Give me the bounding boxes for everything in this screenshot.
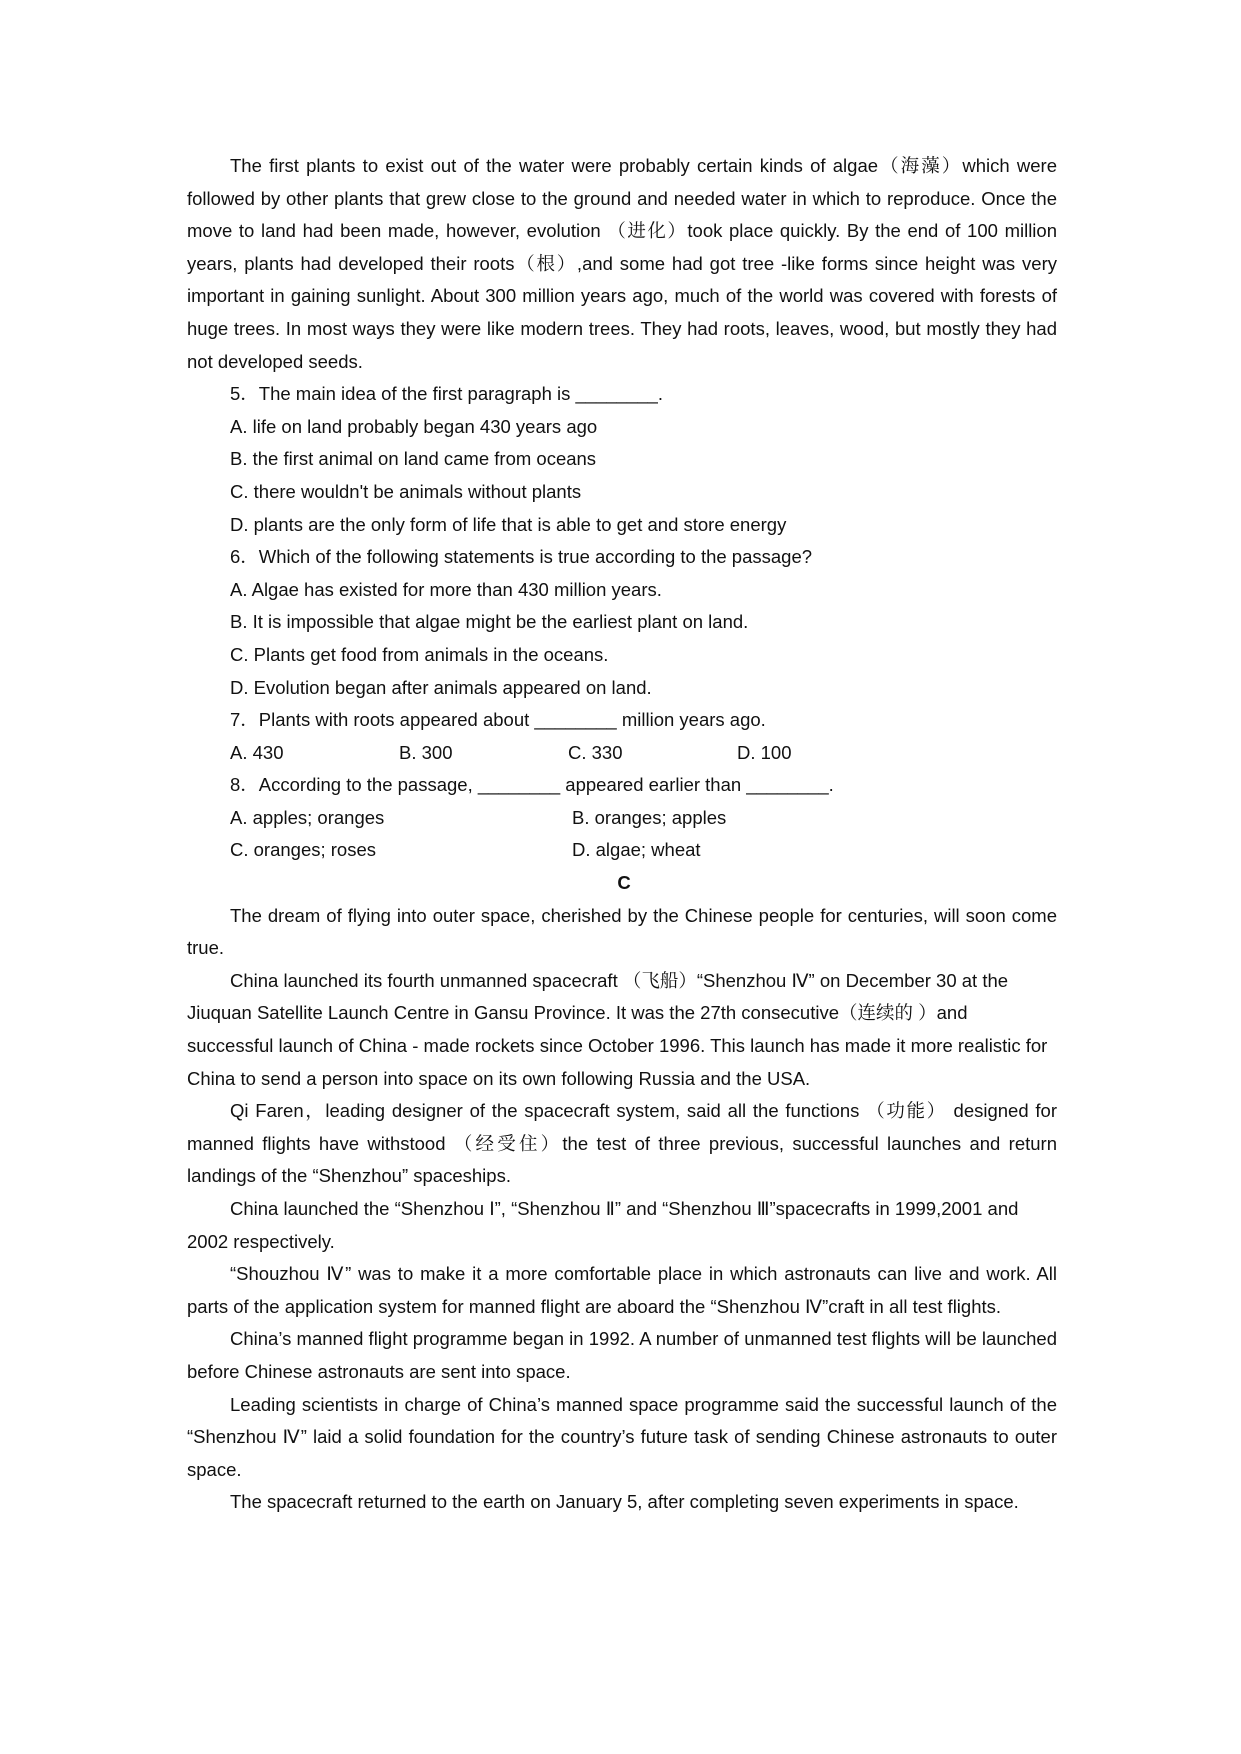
question-6-option-a: A. Algae has existed for more than 430 million years. [230, 578, 662, 600]
question-8-option-a: A. apples; oranges [230, 806, 385, 828]
question-5-option-d: D. plants are the only form of life that is able to get and store energy [230, 513, 787, 535]
passage-c-paragraph-2: China launched its fourth unmanned spacecraft （飞船）“Shenzhou Ⅳ” on December 30 at the Jiuquan Satellite Launch Centre in Gansu Province. It was the 27th consecutive（连续的 ）and successful launch of China - made rockets since October 1996. This launch has made it more realistic for China to send a person into space on its own following Russia and the USA. [187, 969, 1048, 1089]
passage-c-paragraph-7: Leading scientists in charge of China’s manned space programme said the successful launch of the “Shenzhou Ⅳ” laid a solid foundation for the country’s future task of sending Chinese astronauts to outer space. [187, 1393, 1057, 1480]
question-5-option-a: A. life on land probably began 430 years ago [230, 415, 598, 437]
question-7-stem: 7．Plants with roots appeared about ________ million years ago. [230, 709, 766, 731]
question-8-option-c: C. oranges; roses [230, 839, 377, 861]
question-8-options-row-1 [187, 802, 1057, 835]
question-7-option-b: B. 300 [399, 741, 453, 763]
passage-c-paragraph-3: Qi Faren，leading designer of the spacecraft system, said all the functions （功能） designed for manned flights have withstood （经受住）the test of three previous, successful launches and return landings of the “Shenzhou” spaceships. [187, 1100, 1057, 1187]
question-5-stem: 5．The main idea of the first paragraph is ________. [230, 383, 663, 405]
question-8-options-row-2 [187, 834, 1057, 867]
question-8-option-b: B. oranges; apples [572, 806, 727, 828]
question-6-stem: 6．Which of the following statements is true according to the passage? [230, 546, 813, 568]
question-7-option-c: C. 330 [568, 741, 623, 763]
section-heading-c: C [617, 872, 631, 894]
passage-c-paragraph-4: China launched the “Shenzhou Ⅰ”, “Shenzhou Ⅱ” and “Shenzhou Ⅲ”spacecrafts in 1999,2001 and 2002 respectively. [187, 1198, 1019, 1252]
passage-c-paragraph-6: China’s manned flight programme began in 1992. A number of unmanned test flights will be launched before Chinese astronauts are sent into space. [187, 1328, 1057, 1382]
question-5-option-b: B. the first animal on land came from oceans [230, 448, 597, 470]
question-8-option-d: D. algae; wheat [572, 839, 701, 861]
question-8-stem: 8．According to the passage, ________ appeared earlier than ________. [230, 774, 834, 796]
question-5-option-c: C. there wouldn't be animals without plants [230, 480, 582, 502]
question-7-option-d: D. 100 [737, 741, 792, 763]
question-6-option-b: B. It is impossible that algae might be the earliest plant on land. [230, 611, 749, 633]
passage-c-paragraph-5: “Shouzhou Ⅳ” was to make it a more comfortable place in which astronauts can live and work. All parts of the application system for manned flight are aboard the “Shenzhou Ⅳ”craft in all test flights. [187, 1263, 1057, 1317]
question-7-options [187, 737, 1057, 770]
question-6-option-d: D. Evolution began after animals appeared on land. [230, 676, 652, 698]
passage-c-paragraph-8: The spacecraft returned to the earth on January 5, after completing seven experiments in space. [230, 1491, 1019, 1513]
document-page [187, 150, 1057, 1519]
passage-b-paragraph: The first plants to exist out of the water were probably certain kinds of algae（海藻）which were followed by other plants that grew close to the ground and needed water in which to reproduce. Once the move to land had been made, however, evolution （进化）took place quickly. By the end of 100 million years, plants had developed their roots（根）,and some had got tree -like forms since height was very important in gaining sunlight. About 300 million years ago, much of the world was covered with forests of huge trees. In most ways they were like modern trees. They had roots, leaves, wood, but mostly they had not developed seeds. [187, 155, 1057, 372]
passage-c-paragraph-1: The dream of flying into outer space, cherished by the Chinese people for centuries, will soon come true. [187, 904, 1057, 959]
question-7-option-a: A. 430 [230, 741, 284, 763]
question-6-option-c: C. Plants get food from animals in the oceans. [230, 643, 609, 665]
